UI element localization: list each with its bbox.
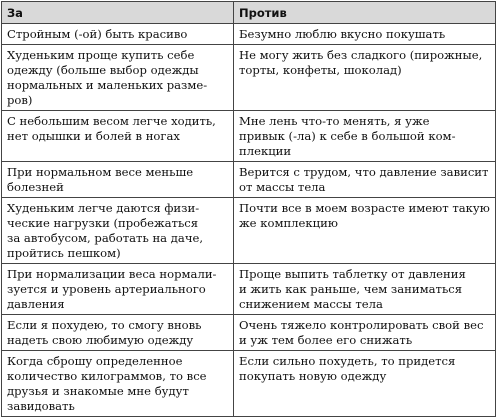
cell-line: При нормальном весе меньше [7,165,194,179]
cell-line: привык (-ла) к себе в большой ком- [239,129,456,143]
cell-con [234,162,496,198]
cell-line: болезней [7,180,64,194]
cell-line: одежду (больше выбор одежды [7,63,199,77]
cell-line: надеть свою любимую одежду [7,333,194,347]
cell-line: Худеньким проще купить себе [7,48,195,62]
cell-line: плекции [239,144,292,158]
cell-line: ров) [7,93,33,107]
cell-con [234,351,496,417]
cell-line: С небольшим весом легче ходить, [7,114,216,128]
cell-line: Безумно люблю вкусно покушать [239,27,446,41]
cell-con [234,315,496,351]
cell-pro [2,45,234,111]
cell-line: снижением массы тела [239,297,383,311]
cell-pro [2,24,234,45]
cell-con [234,198,496,264]
cell-line: Проще выпить таблетку от давления [239,267,466,281]
cell-line: от массы тела [239,180,326,194]
cell-pro [2,162,234,198]
cell-line: Когда сброшу определенное [7,354,183,368]
cell-line: зуется и уровень артериального [7,282,206,296]
cell-line: Если я похудею, то смогу вновь [7,318,202,332]
cell-pro [2,198,234,264]
cell-line: друзья и знакомые мне будут [7,384,189,398]
cell-line: Почти все в моем возрасте имеют такую [239,201,490,215]
cell-line: нормальных и маленьких разме- [7,78,208,92]
cell-pro [2,315,234,351]
cell-con [234,24,496,45]
table-row [2,264,496,315]
cell-line: за автобусом, работать на даче, [7,231,204,245]
cell-con [234,264,496,315]
table-row [2,315,496,351]
cell-line: Не могу жить без сладкого (пирожные, [239,48,483,62]
header-pro: За [2,2,234,24]
table-row [2,162,496,198]
cell-line: Очень тяжело контролировать свой вес [239,318,484,332]
cell-line: торты, конфеты, шоколад) [239,63,402,77]
cell-line: Верится с трудом, что давление зависит [239,165,489,179]
table-row [2,111,496,162]
cell-line: завидовать [7,399,75,413]
cell-line: же комплекцию [239,216,338,230]
cell-line: Худеньким легче даются физи- [7,201,200,215]
cell-pro [2,351,234,417]
cell-line: покупать новую одежду [239,369,387,383]
cell-line: нет одышки и болей в ногах [7,129,180,143]
table-header-row [2,2,496,24]
table-row [2,198,496,264]
cell-line: Стройным (-ой) быть красиво [7,27,188,41]
cell-pro [2,111,234,162]
cell-line: Если сильно похудеть, то придется [239,354,456,368]
table-row [2,45,496,111]
cell-line: При нормализации веса нормали- [7,267,217,281]
table-row [2,351,496,417]
header-con: Против [234,2,496,24]
table-row [2,24,496,45]
pros-cons-table [1,1,496,417]
cell-line: давления [7,297,65,311]
cell-line: ческие нагрузки (пробежаться [7,216,199,230]
cell-pro [2,264,234,315]
cell-line: количество килограммов, то все [7,369,207,383]
cell-line: и уж тем более его снижать [239,333,413,347]
cell-line: и жить как раньше, чем заниматься [239,282,463,296]
cell-line: Мне лень что-то менять, я уже [239,114,430,128]
cell-line: пройтись пешком) [7,246,121,260]
cell-con [234,111,496,162]
cell-con [234,45,496,111]
